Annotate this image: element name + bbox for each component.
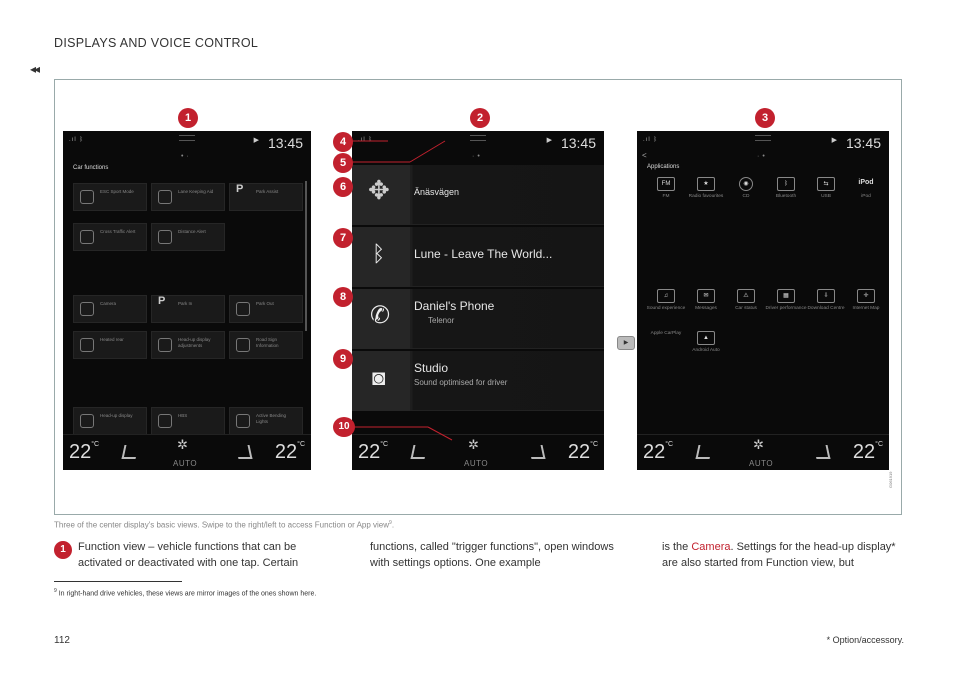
function-label: Heated rear <box>100 337 124 342</box>
auto-label[interactable]: AUTO <box>173 459 198 468</box>
option-note: * Option/accessory. <box>826 635 904 645</box>
fan-icon[interactable]: ✲ <box>468 437 479 452</box>
phone-carrier: Telenor <box>428 316 455 325</box>
fan-icon[interactable]: ✲ <box>177 437 188 452</box>
play-icon: ▶ <box>546 137 552 144</box>
app-label: iPod <box>861 194 871 199</box>
callout-10-badge: 10 <box>333 417 355 437</box>
car-status-icon: ⚠ <box>737 289 755 303</box>
app-label: Sound experience <box>646 306 686 311</box>
function-label: Cross Traffic Alert <box>100 229 136 234</box>
page-number: 112 <box>54 635 70 646</box>
clock: 13:45 <box>845 135 881 151</box>
download-centre-icon: ⇩ <box>817 289 835 303</box>
auto-label[interactable]: AUTO <box>464 459 489 468</box>
app-label: Messages <box>695 306 717 311</box>
figure-id: G061919 <box>888 471 893 488</box>
signal-icon: .ıl ᛒ <box>358 137 373 143</box>
callout-9-badge: 9 <box>333 349 353 369</box>
back-icon[interactable]: < <box>642 151 647 160</box>
phone-icon: ✆ <box>370 302 391 329</box>
app-label: Apple CarPlay <box>650 331 682 336</box>
ipod-icon: iPod <box>858 179 874 186</box>
clock: 13:45 <box>267 135 303 151</box>
function-label: Camera <box>100 301 117 306</box>
signal-icon: .ıl ᛒ <box>69 137 84 143</box>
footnote-rule <box>54 581 182 582</box>
signal-icon: .ıl ᛒ <box>643 137 658 143</box>
section-title: DISPLAYS AND VOICE CONTROL <box>54 36 259 50</box>
callout-5-badge: 5 <box>333 153 353 173</box>
driver-performance-icon: ▦ <box>777 289 795 303</box>
callout-1-badge: 1 <box>178 108 198 128</box>
media-title: Lune - Leave The World... <box>414 247 553 261</box>
callout-2-badge: 2 <box>470 108 490 128</box>
phone-title: Daniel's Phone <box>414 299 495 313</box>
body-callout-1-badge: 1 <box>54 541 72 559</box>
messages-icon: ✉ <box>697 289 715 303</box>
callout-8-badge: 8 <box>333 287 353 307</box>
android-auto-icon: ▲ <box>697 331 715 345</box>
studio-subtitle: Sound optimised for driver <box>414 378 508 387</box>
app-label: Internet Map <box>852 306 880 311</box>
bluetooth-icon: ᛒ <box>777 177 795 191</box>
app-label: Bluetooth <box>775 194 797 199</box>
back-arrows-icon[interactable]: ◂◂ <box>30 62 39 76</box>
app-label: CD <box>742 194 750 199</box>
temp-left[interactable]: $22^{^\circ C}$ <box>358 441 389 463</box>
body-column-1: Function view – vehicle functions that can be activated or deactivated with one tap. Certain <box>78 541 299 569</box>
function-label: Park Assist <box>256 189 279 194</box>
function-label: Road Sign Information <box>256 337 279 348</box>
temp-right[interactable]: $22^{^\circ C}$ <box>274 441 305 463</box>
function-label: Park In <box>178 301 193 306</box>
temp-right[interactable]: $22^{^\circ C}$ <box>567 441 598 463</box>
screen-title: Applications <box>647 164 680 170</box>
body-column-3: is the Camera. Settings for the head-up display* are also started from Function view, but <box>662 541 896 569</box>
navigation-title: Änäsvägen <box>414 187 460 197</box>
callout-7-badge: 7 <box>333 228 353 248</box>
page-indicator: ·• <box>757 153 768 160</box>
app-label: Download Centre <box>807 306 845 311</box>
speaker-icon: ◙ <box>372 365 386 390</box>
app-label: Radio favourites <box>688 194 724 199</box>
function-label: Active Bending Lights <box>256 413 287 424</box>
studio-title: Studio <box>414 361 449 375</box>
callout-4-badge: 4 <box>333 132 353 152</box>
usb-icon: ⇆ <box>817 177 835 191</box>
app-label: Android Auto <box>692 348 720 353</box>
function-label: ESC Sport Mode <box>100 189 134 194</box>
cd-icon: ◉ <box>739 177 753 191</box>
app-label: Car status <box>735 306 757 311</box>
app-label: Driver performance <box>765 306 807 311</box>
callout-6-badge: 6 <box>333 177 353 197</box>
fan-icon[interactable]: ✲ <box>753 437 764 452</box>
function-label: Head-up display <box>100 413 133 418</box>
page-indicator: ·• <box>472 153 483 160</box>
function-label: Distance Alert <box>178 229 206 234</box>
figure-caption: Three of the center display's basic views. Swipe to the right/left to access Function or App view$^9$. <box>54 520 395 530</box>
play-icon: ▶ <box>831 137 837 144</box>
function-label: HBS <box>178 413 188 418</box>
compass-icon: ✥ <box>368 175 390 205</box>
park-icon: P <box>236 183 244 195</box>
callout-3-badge: 3 <box>755 108 775 128</box>
function-label: Head-up display adjustments <box>178 337 211 348</box>
radio-favourites-icon: ★ <box>697 177 715 191</box>
page-indicator: •· <box>181 153 192 160</box>
fm-icon: FM <box>657 177 675 191</box>
park-in-icon: P <box>158 295 166 307</box>
temp-left[interactable]: $22^{^\circ C}$ <box>643 441 674 463</box>
body-column-2: functions, called "trigger functions", open windows with settings options. One example <box>370 541 614 569</box>
temp-right[interactable]: $22^{^\circ C}$ <box>852 441 883 463</box>
camera-term: Camera <box>691 541 731 553</box>
function-label: Lane Keeping Aid <box>178 189 214 194</box>
clock: 13:45 <box>560 135 596 151</box>
internet-map-icon: ✛ <box>857 289 875 303</box>
auto-label[interactable]: AUTO <box>749 459 774 468</box>
bluetooth-icon: ᛒ <box>372 241 386 266</box>
temp-left[interactable]: $22^{^\circ C}$ <box>69 441 100 463</box>
sound-experience-icon: ♫ <box>657 289 675 303</box>
play-icon: ▶ <box>253 137 259 144</box>
footnote: $^9$ In right-hand drive vehicles, these views are mirror images of the ones shown here. <box>54 588 317 598</box>
app-label: USB <box>821 194 831 199</box>
app-label: FM <box>662 194 670 199</box>
apple-carplay-icon: ▶ <box>617 336 635 350</box>
screen-title: Car functions <box>73 165 109 171</box>
function-label: Park Out <box>256 301 274 306</box>
